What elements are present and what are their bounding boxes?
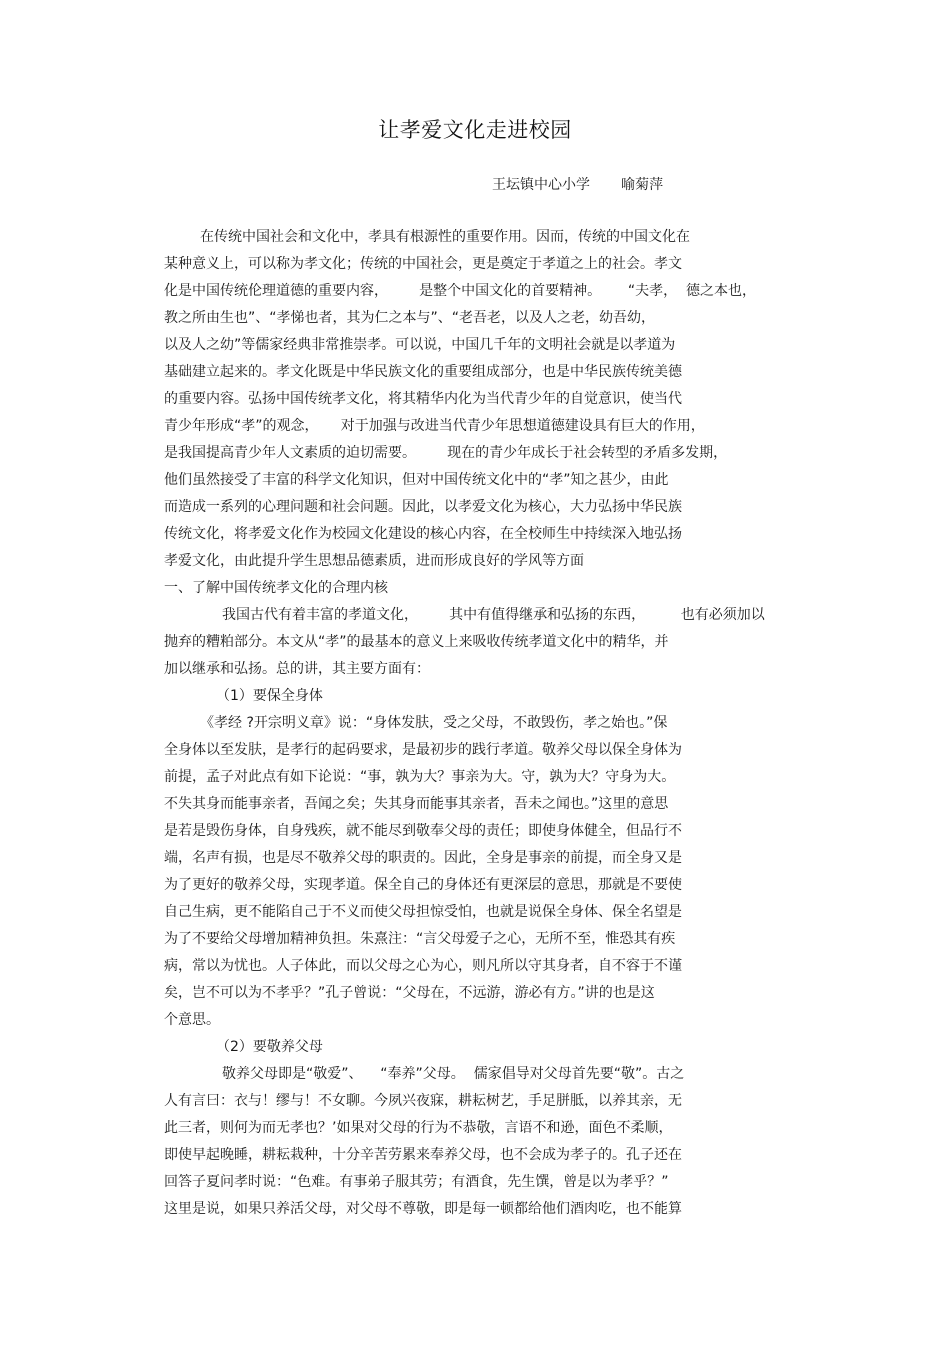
body-line: 青少年形成“孝”的观念， 对于加强与改进当代青少年思想道德建设具有巨大的作用， xyxy=(164,418,705,434)
body-line: 孝爱文化，由此提升学生思想品德素质，进而形成良好的学风等方面 xyxy=(164,553,584,569)
body-line: 端，名声有损，也是尽不敬养父母的职责的。因此，全身是事亲的前提，而全身又是 xyxy=(164,850,682,866)
body-line: 某种意义上，可以称为孝文化；传统的中国社会，更是奠定于孝道之上的社会。孝文 xyxy=(164,256,682,272)
section-heading: 一、了解中国传统孝文化的合理内核 xyxy=(164,580,388,596)
subsection-heading: （1）要保全身体 xyxy=(216,688,323,704)
document-title: 让孝爱文化走进校园 xyxy=(378,118,572,142)
body-line: 人有言曰：衣与！缪与！不女聊。今夙兴夜寐，耕耘树艺，手足胼胝，以养其亲，无 xyxy=(164,1093,682,1109)
body-line: 回答子夏问孝时说：“色难。有事弟子服其劳；有酒食，先生馔，曾是以为孝乎？” xyxy=(164,1174,669,1190)
body-line: 基础建立起来的。孝文化既是中华民族文化的重要组成部分，也是中华民族传统美德 xyxy=(164,364,682,380)
body-line: 他们虽然接受了丰富的科学文化知识，但对中国传统文化中的“孝”知之甚少，由此 xyxy=(164,472,669,488)
body-line: 教之所由生也”、“孝悌也者，其为仁之本与”、“老吾老，以及人之老，幼吾幼， xyxy=(164,310,656,326)
body-line: 是我国提高青少年人文素质的迫切需要。 现在的青少年成长于社会转型的矛盾多发期， xyxy=(164,445,728,461)
author-byline: 王坛镇中心小学 喻菊萍 xyxy=(492,177,664,193)
body-line: 即使早起晚睡，耕耘栽种，十分辛苦劳累来奉养父母，也不会成为孝子的。孔子还在 xyxy=(164,1147,682,1163)
body-line: 不失其身而能事亲者，吾闻之矣；失其身而能事其亲者，吾未之闻也。”这里的意思 xyxy=(164,796,669,812)
body-line: 《孝经 ?开宗明义章》说：“身体发肤，受之父母，不敢毁伤，孝之始也。”保 xyxy=(200,715,668,731)
body-line: 为了更好的敬养父母，实现孝道。保全自己的身体还有更深层的意思，那就是不要使 xyxy=(164,877,682,893)
body-line: 我国古代有着丰富的孝道文化， 其中有值得继承和弘扬的东西， 也有必须加以 xyxy=(222,607,765,623)
body-line: 此三者，则何为而无孝也？’如果对父母的行为不恭敬，言语不和逊，面色不柔顺， xyxy=(164,1120,673,1136)
body-line: 敬养父母即是“敬爱”、 “奉养”父母。 儒家倡导对父母首先要“敬”。古之 xyxy=(222,1066,685,1082)
body-line: 加以继承和弘扬。总的讲，其主要方面有： xyxy=(164,661,430,677)
body-line: 而造成一系列的心理问题和社会问题。因此，以孝爱文化为核心，大力弘扬中华民族 xyxy=(164,499,682,515)
body-line: 自己生病，更不能陷自己于不义而使父母担惊受怕，也就是说保全身体、保全名望是 xyxy=(164,904,682,920)
body-line: 为了不要给父母增加精神负担。朱熹注：“言父母爱子之心，无所不至，惟恐其有疾 xyxy=(164,931,676,947)
body-line: 在传统中国社会和文化中，孝具有根源性的重要作用。因而，传统的中国文化在 xyxy=(200,229,690,245)
body-line: 前提，孟子对此点有如下论说：“事，孰为大？事亲为大。守，孰为大？守身为大。 xyxy=(164,769,676,785)
body-line: 化是中国传统伦理道德的重要内容， 是整个中国文化的首要精神。 “夫孝， 德之本也， xyxy=(164,283,757,299)
body-line: 个意思。 xyxy=(164,1012,220,1028)
subsection-heading: （2）要敬养父母 xyxy=(216,1039,323,1055)
body-line: 矣，岂不可以为不孝乎？”孔子曾说：“父母在，不远游，游必有方。”讲的也是这 xyxy=(164,985,655,1001)
body-line: 这里是说，如果只养活父母，对父母不尊敬，即是每一顿都给他们酒肉吃，也不能算 xyxy=(164,1201,682,1217)
body-line: 全身体以至发肤，是孝行的起码要求，是最初步的践行孝道。敬养父母以保全身体为 xyxy=(164,742,682,758)
body-line: 病，常以为忧也。人子体此，而以父母之心为心，则凡所以守其身者，自不容于不谨 xyxy=(164,958,682,974)
body-line: 的重要内容。弘扬中国传统孝文化，将其精华内化为当代青少年的自觉意识，使当代 xyxy=(164,391,682,407)
body-line: 以及人之幼”等儒家经典非常推崇孝。可以说，中国几千年的文明社会就是以孝道为 xyxy=(164,337,676,353)
body-line: 是若是毁伤身体，自身残疾，就不能尽到敬奉父母的责任；即使身体健全，但品行不 xyxy=(164,823,682,839)
body-line: 传统文化，将孝爱文化作为校园文化建设的核心内容，在全校师生中持续深入地弘扬 xyxy=(164,526,682,542)
body-line: 抛弃的糟粕部分。本文从“孝”的最基本的意义上来吸收传统孝道文化中的精华，并 xyxy=(164,634,669,650)
